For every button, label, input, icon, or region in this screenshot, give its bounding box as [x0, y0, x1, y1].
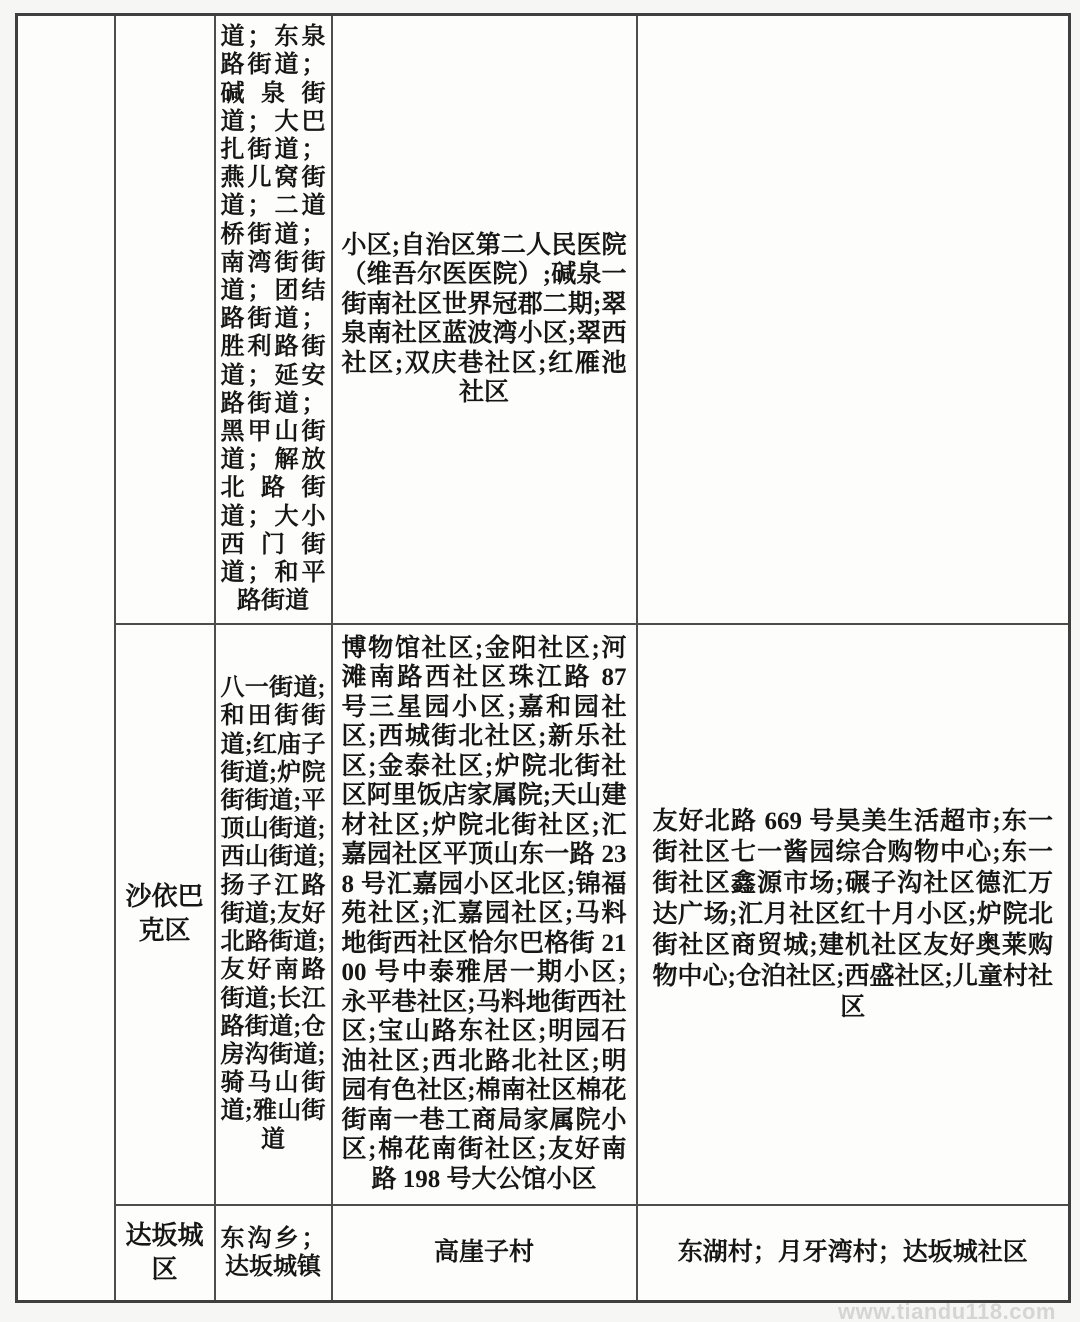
watermark: www.tiandu118.com: [838, 1299, 1056, 1322]
district-cell-dabancheng: 达坂城区: [115, 1205, 215, 1302]
risk-area-table: [15, 13, 1071, 1303]
streets-cell-dabancheng: 东沟乡；达坂城镇: [215, 1205, 332, 1302]
communities-cell-dabancheng: 高崖子村: [332, 1205, 637, 1302]
table-row: [17, 1205, 1070, 1302]
venues-cell-shayibake: 友好北路 669 号昊美生活超市;东一街社区七一酱园综合购物中心;东一街社区鑫源市场;碾子沟社区德汇万达广场;汇月社区红十月小区;炉院北街社区商贸城;建机社区友好奥莱购物中心;仓泊社区;西盛社区;儿童村社区: [637, 624, 1070, 1205]
communities-cell-shayibake: 博物馆社区;金阳社区;河滩南路西社区珠江路 87 号三星园小区;嘉和园社区;西城街北社区;新乐社区;金泰社区;炉院北街社区阿里饭店家属院;天山建材社区;炉院北街社区;汇嘉园社区平顶山东一路 238 号汇嘉园小区北区;锦福苑社区;汇嘉园社区;马料地街西社区恰尔巴格街 2100 号中泰雅居一期小区;永平巷社区;马料地街西社区;宝山路东社区;明园石油社区;西北路北社区;明园有色社区;棉南社区棉花街南一巷工商局家属院小区;棉花南街社区;友好南路 198 号大公馆小区: [332, 624, 637, 1205]
district-cell-row1: [115, 15, 215, 624]
venues-cell-row1: [637, 15, 1070, 624]
district-cell-shayibake: 沙依巴克区: [115, 624, 215, 1205]
venues-cell-dabancheng: 东湖村；月牙湾村；达坂城社区: [637, 1205, 1070, 1302]
communities-cell-row1: 小区;自治区第二人民医院（维吾尔医医院）;碱泉一街南社区世界冠郡二期;翠泉南社区蓝波湾小区;翠西社区;双庆巷社区;红雁池社区: [332, 15, 637, 624]
table-row: [17, 15, 1070, 624]
city-column-cell: [17, 15, 115, 1302]
table-row: [17, 624, 1070, 1205]
streets-cell-shayibake: 八一街道;和田街街道;红庙子街道;炉院街街道;平顶山街道;西山街道;扬子江路街道;友好北路街道;友好南路街道;长江路街道;仓房沟街道;骑马山街道;雅山街道: [215, 624, 332, 1205]
streets-cell-row1: 道；东泉路街道；碱泉街道；大巴扎街道；燕儿窝街道；二道桥街道；南湾街街道；团结路街道；胜利路街道；延安路街道；黑甲山街道；解放北路街道；大小西门街道；和平路街道: [215, 15, 332, 624]
